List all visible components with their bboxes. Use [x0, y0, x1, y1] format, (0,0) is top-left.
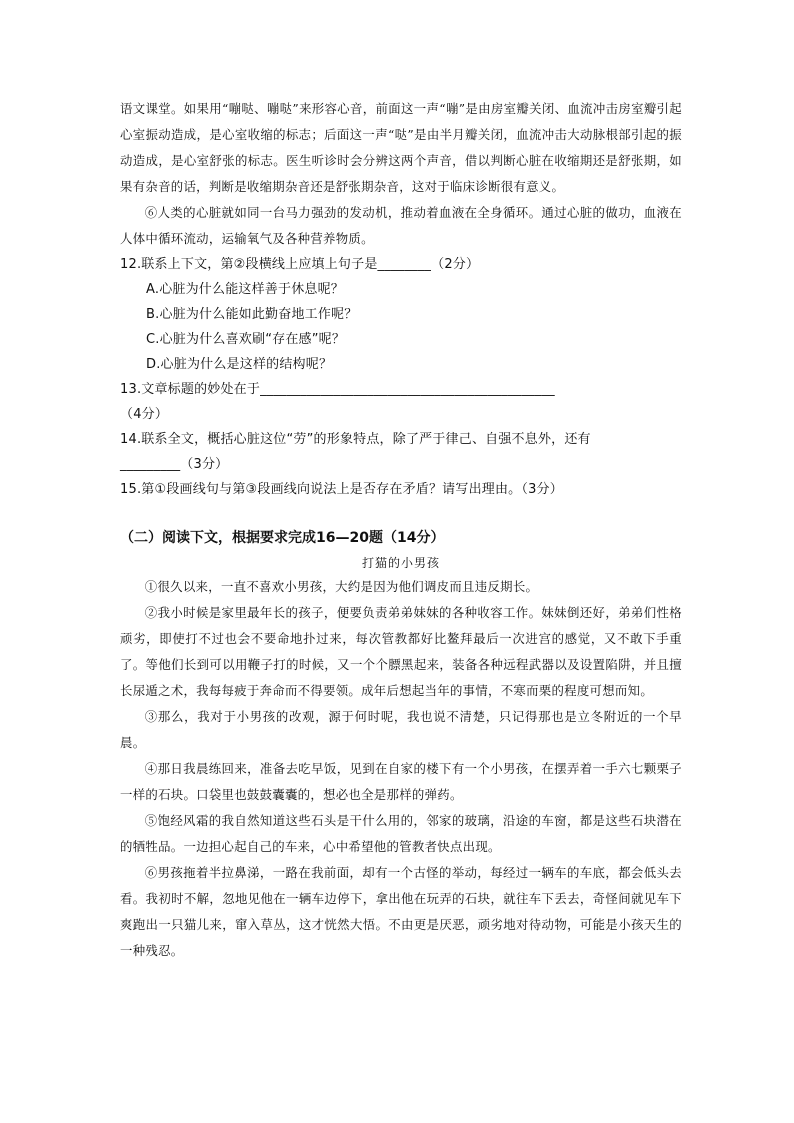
article-paragraph-4: ④那日我晨练回来，准备去吃早饭，见到在自家的楼下有一个小男孩，在摆弄着一手六七颗栗子一样的石块。口袋里也鼓鼓囊囊的，想必也全是那样的弹药。	[120, 761, 682, 802]
question-14-line-1: 14.联系全文，概括心脏这位“劳”的形象特点，除了严于律己、自强不息外，还有	[120, 432, 591, 447]
question-14-line-2: _________（3分）	[120, 457, 229, 472]
article-paragraph-6: ⑥男孩拖着半拉鼻涕，一路在我前面，却有一个古怪的举动，每经过一辆车的车底，都会低头去看。我初时不解，忽地见他在一辆车边停下，拿出他在玩弄的石块，就往车下丢去，奇怪间就见车下爽跑出一只猫儿来，窜入草丛，这才恍然大悟。不由更是厌恶，顽劣地对待动物，可能是小孩天生的一种残忍。	[120, 865, 682, 958]
article-paragraph-5: ⑤饱经风霜的我自然知道这些石头是干什么用的，邻家的玻璃，沿途的车窗，都是这些石块潜在的牺牲品。一边担心起自己的车来，心中希望他的管教者快点出现。	[120, 813, 682, 854]
article-paragraph-1: ①很久以来，一直不喜欢小男孩，大约是因为他们调皮而且违反期长。	[144, 579, 539, 594]
article-paragraph-2: ②我小时候是家里最年长的孩子，便要负责弟弟妹妹的各种收容工作。妹妹倒还好，弟弟们性格顽劣，即使打不过也会不要命地扑过来，每次管教都好比鳌拜最后一次进宫的感觉，又不敢下手重了。等他们长到可以用鞭子打的时候，又一个个膘黑起来，装备各种远程武器以及设置陷阱，并且擅长尿遁之术，我每每疲于奔命而不得要领。成年后想起当年的事情，不寒而栗的程度可想而知。	[120, 605, 682, 698]
section-2-heading: （二）阅读下文，根据要求完成16—20题（14分）	[120, 530, 445, 546]
question-12-option-a: A.心脏为什么能这样善于休息呢？	[146, 282, 344, 297]
question-15: 15.第①段画线句与第③段画线向说法上是否存在矛盾？请写出理由。（3分）	[120, 482, 563, 497]
question-12-option-b: B.心脏为什么能如此勤奋地工作呢？	[146, 307, 358, 322]
article-paragraph-3: ③那么，我对于小男孩的改观，源于何时呢，我也说不清楚，只记得那也是立冬附近的一个早晨。	[120, 709, 682, 750]
question-13-line-1: 13.文章标题的妙处在于____________________________________________	[120, 382, 555, 397]
question-12-option-c: C.心脏为什么喜欢刷“存在感”呢？	[146, 332, 346, 347]
question-12-option-d: D.心脏为什么是这样的结构呢？	[146, 357, 333, 372]
exam-page	[120, 96, 682, 964]
article-title: 打猫的小男孩	[361, 556, 440, 570]
question-13-line-2: （4分）	[120, 407, 169, 422]
passage-paragraph-6: ⑥人类的心脏就如同一台马力强劲的发动机，推动着血液在全身循环。通过心脏的做功，血液在人体中循环流动，运输氧气及各种营养物质。	[120, 205, 682, 246]
passage-paragraph-continued: 语文课堂。如果用“嘣哒、嘣哒”来形容心音，前面这一声“嘣”是由房室瓣关闭、血流冲击房室瓣引起心室振动造成，是心室收缩的标志；后面这一声“哒”是由半月瓣关闭，血流冲击大动脉根部引起的振动造成，是心室舒张的标志。医生听诊时会分辨这两个声音，借以判断心脏在收缩期还是舒张期，如果有杂音的话，判断是收缩期杂音还是舒张期杂音，这对于临床诊断很有意义。	[120, 101, 682, 194]
question-12-stem: 12.联系上下文，第②段横线上应填上句子是________（2分）	[120, 257, 480, 272]
